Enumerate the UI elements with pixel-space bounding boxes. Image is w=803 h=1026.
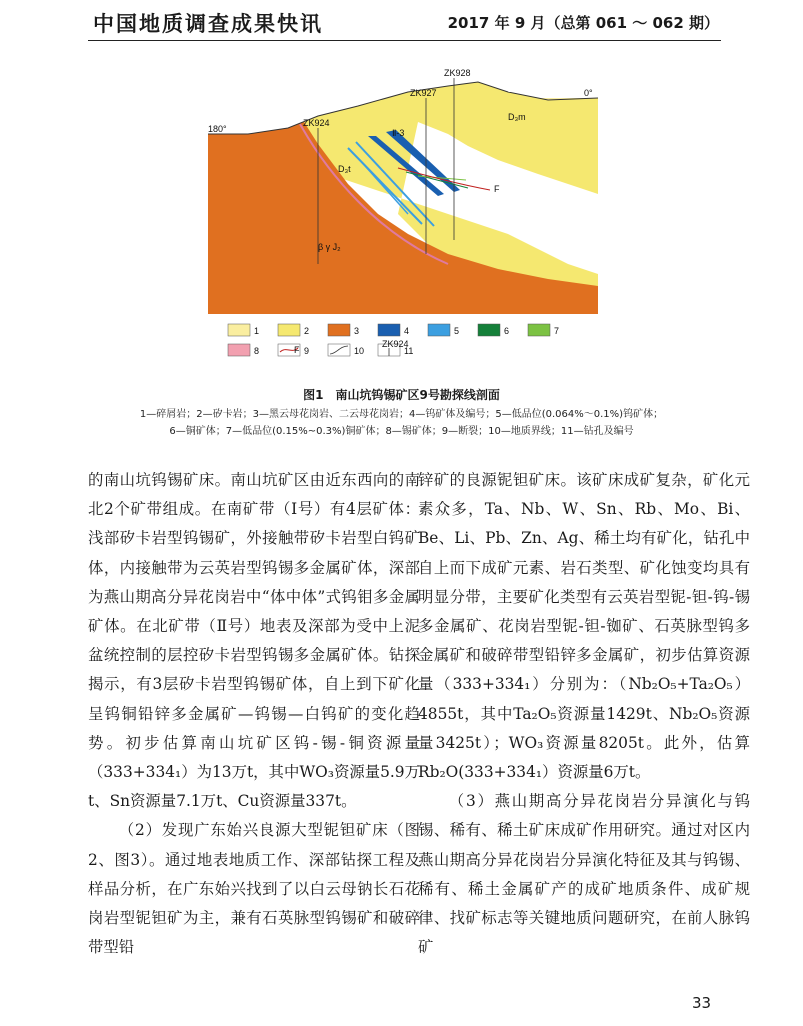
legend-num-9: 9 [304,346,310,356]
legend-swatch-6 [478,324,500,336]
cross-section-figure [208,64,608,364]
legend-swatch-1 [228,324,250,336]
page-number: 33 [692,994,712,1012]
legend-num-8: 8 [254,346,260,356]
label-granite: β γ J₂ [318,242,341,252]
paragraph: （3）燕山期高分异花岗岩分异演化与钨锡、稀有、稀土矿床成矿作用研究。通过对区内燕山期高分异花岗岩分异演化特征及其与钨锡、稀有、稀土金属矿产的成矿地质条件、成矿规律、找矿标志等关键地质问题研究，在前人脉钨矿 [418,792,750,957]
legend-num-6: 6 [504,326,510,336]
legend-swatch-3 [328,324,350,336]
figure-legend-line-1: 1—碎屑岩；2—矽卡岩；3—黑云母花岗岩、二云母花岗岩；4—钨矿体及编号；5—低品位(0.064%～0.1%)钨矿体； [139,409,664,420]
legend-num-1: 1 [254,326,260,336]
label-zk924: ZK924 [303,118,330,128]
label-d3m: D₃m [508,112,526,122]
legend-num-11: 11 [404,346,414,356]
legend-swatch-8 [228,344,250,356]
figure-legend-line-2: 6—铜矿体；7—低品位(0.15%~0.3%)铜矿体；8—锡矿体；9—断裂；10—地质界线；11—钻孔及编号 [169,426,634,437]
legend [228,324,559,356]
header-rule [88,40,721,41]
label-180deg: 180° [208,124,227,134]
figure-caption: 图1 南山坑钨锡矿区9号勘探线剖面 [303,388,500,402]
label-0deg: 0° [584,88,593,98]
paragraph: （2）发现广东始兴良源大型铌钽矿床（图2、图3）。通过地表地质工作、深部钻探工程及样品分析，在广东始兴找到了以白云母钠长石花岗岩型铌钽矿为主，兼有石英脉型钨锡矿和破碎带型铅 [88,821,420,957]
legend-swatch-7 [528,324,550,336]
legend-num-3: 3 [354,326,360,336]
issue-info: 2017 年 9 月（总第 061 ～ 062 期） [447,14,719,32]
journal-title: 中国地质调查成果快讯 [93,11,323,36]
legend-num-2: 2 [304,326,310,336]
label-zk928: ZK928 [444,68,471,78]
legend-swatch-2 [278,324,300,336]
paragraph: 的南山坑钨锡矿床。南山坑矿区由近东西向的南北2个矿带组成。在南矿带（Ⅰ号）有4层矿体：浅部矽卡岩型钨锡矿，外接触带矽卡岩型白钨矿体，内接触带为云英岩型钨锡多金属矿体，深部为燕山期高分异花岗岩中“体中体”式钨钼多金属矿体。在北矿带（Ⅱ号）地表及深部为受中上泥盆统控制的层控矽卡岩型钨锡多金属矿体。钻探揭示，有3层矽卡岩型钨锡矿体，自上到下矿化呈钨铜铅锌多金属矿—钨锡—白钨矿的变化趋势。初步估算南山坑矿区钨-锡-铜资源量（333+334₁）为13万t，其中WO₃资源量5.9万t、Sn资源量7.1万t、Cu资源量337t。 [88,471,420,811]
cross-section-svg [208,64,608,364]
legend-swatch-4 [378,324,400,336]
label-zk927: ZK927 [410,88,437,98]
body-column-left [88,466,420,962]
legend-num-5: 5 [454,326,460,336]
legend-symbol-zk: ZK924 [382,339,409,349]
legend-num-7: 7 [554,326,560,336]
paragraph: 锌矿的良源铌钽矿床。该矿床成矿复杂，矿化元素众多，Ta、Nb、W、Sn、Rb、Mo、Bi、Be、Li、Pb、Zn、Ag、稀土均有矿化，钻孔中自上而下成矿元素、岩石类型、矿化蚀变均具有明显分带，主要矿化类型有云英岩型铌-钽-钨-锡多金属矿、花岗岩型铌-钽-铷矿、石英脉型钨多金属矿和破碎带型铅锌多金属矿，初步估算资源量（333+334₁）分别为：（Nb₂O₅+Ta₂O₅）4855t，其中Ta₂O₅资源量1429t、Nb₂O₅资源量3425t）；WO₃资源量8205t。此外，估算Rb₂O(333+334₁）资源量6万t。 [418,471,750,782]
body-column-right [418,466,750,962]
label-d3t: D₃t [338,164,351,174]
legend-num-4: 4 [404,326,410,336]
legend-swatch-5 [428,324,450,336]
legend-symbol-f: F [294,345,300,355]
legend-num-10: 10 [354,346,365,356]
label-ii3: Ⅱ-3 [392,128,405,138]
label-fault-f: F [494,184,500,194]
